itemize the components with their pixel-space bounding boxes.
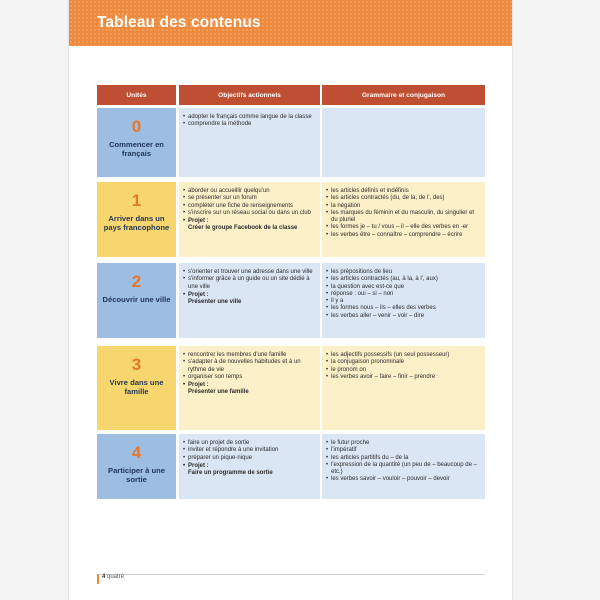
projet-label: • Projet : bbox=[188, 291, 209, 298]
projet-name: Créer le groupe Facebook de la classe bbox=[188, 225, 298, 232]
unit-title: Commencer en français bbox=[109, 140, 164, 158]
unit-cell bbox=[97, 182, 176, 257]
projet-block bbox=[183, 382, 316, 397]
objectives-cell bbox=[179, 434, 320, 499]
textbook-page bbox=[69, 0, 512, 600]
unit-cell bbox=[97, 434, 176, 499]
grammar-cell bbox=[322, 346, 485, 430]
objective-item: • se présenter sur un forum bbox=[183, 195, 316, 202]
objective-item: • rencontrer les membres d'une famille bbox=[183, 352, 316, 359]
unit-cell bbox=[97, 263, 176, 338]
grammar-item: • les articles définis et indéfinis bbox=[326, 188, 481, 195]
objective-item: • adopter le français comme langue de la classe bbox=[183, 114, 316, 121]
grammar-item: • les verbes aller – venir – voir – dire bbox=[326, 313, 481, 320]
grammar-item: • le futur proche bbox=[326, 440, 481, 447]
unit-number: 0 bbox=[131, 117, 142, 136]
objective-item: • compléter une fiche de renseignements bbox=[183, 203, 316, 210]
grammar-item: • les adjectifs possessifs (un seul possesseur) bbox=[326, 352, 481, 359]
page-title: Tableau des contenus bbox=[97, 14, 261, 31]
grammar-item: • les verbes savoir – vouloir – pouvoir – devoir bbox=[326, 476, 481, 483]
grammar-list bbox=[326, 188, 481, 239]
projet-name: Faire un programme de sortie bbox=[188, 470, 273, 477]
column-header-grammar: Grammaire et conjugaison bbox=[322, 85, 485, 105]
grammar-item: • la négation bbox=[326, 203, 481, 210]
projet-block bbox=[183, 292, 316, 307]
unit-title: Participer à une sortie bbox=[108, 466, 165, 484]
objective-item: • aborder ou accueillir quelqu'un bbox=[183, 188, 316, 195]
unit-number: 3 bbox=[131, 355, 142, 374]
objectives-cell bbox=[179, 346, 320, 430]
unit-title: Découvrir une ville bbox=[102, 295, 171, 304]
grammar-item: • la question avec est-ce que bbox=[326, 284, 481, 291]
objective-item: • organiser son temps bbox=[183, 374, 316, 381]
page-header-band bbox=[69, 0, 512, 46]
projet-label: • Projet : bbox=[188, 218, 209, 225]
unit-number: 1 bbox=[131, 191, 142, 210]
projet-label: • Projet : bbox=[188, 382, 209, 389]
grammar-item: • l'expression de la quantité (un peu de – beaucoup de – etc.) bbox=[326, 462, 481, 477]
grammar-item: • les verbes être – connaître – comprendre – écrire bbox=[326, 232, 481, 239]
objectives-cell bbox=[179, 182, 320, 257]
objective-item: • s'orienter et trouver une adresse dans une ville bbox=[183, 269, 316, 276]
grammar-cell bbox=[322, 182, 485, 257]
unit-title: Arriver dans un pays francophone bbox=[103, 214, 170, 232]
grammar-item: • les formes je – tu / vous – il – elle des verbes en -er bbox=[326, 224, 481, 231]
column-header-units: Unités bbox=[97, 85, 176, 105]
grammar-item: • la conjugaison pronominale bbox=[326, 359, 481, 366]
objectives-list bbox=[183, 352, 316, 381]
column-header-objectives: Objectifs actionnels bbox=[179, 85, 320, 105]
grammar-cell bbox=[322, 434, 485, 499]
objective-item: • faire un projet de sortie bbox=[183, 440, 316, 447]
grammar-item: • il y a bbox=[326, 298, 481, 305]
projet-label: • Projet : bbox=[188, 462, 209, 469]
footer-page-word: quatre bbox=[107, 574, 125, 580]
footer-page-number: 4 bbox=[102, 574, 106, 580]
objective-item: • préparer un pique-nique bbox=[183, 455, 316, 462]
unit-number: 4 bbox=[131, 443, 142, 462]
unit-cell bbox=[97, 108, 176, 177]
grammar-item: • l'impératif bbox=[326, 447, 481, 454]
grammar-cell bbox=[322, 108, 485, 177]
grammar-item: • les marques du féminin et du masculin, du singulier et du pluriel bbox=[326, 210, 481, 225]
projet-block bbox=[183, 463, 316, 478]
objective-item: • s'adapter à de nouvelles habitudes et à un rythme de vie bbox=[183, 359, 316, 374]
grammar-item: • les articles contractés (au, à la, à l', aux) bbox=[326, 276, 481, 283]
objective-item: • s'informer grâce à un guide ou un site dédié à une ville bbox=[183, 276, 316, 291]
unit-number: 2 bbox=[131, 272, 142, 291]
grammar-cell bbox=[322, 263, 485, 338]
grammar-list bbox=[326, 440, 481, 484]
objectives-cell bbox=[179, 108, 320, 177]
grammar-item: • les articles contractés (du, de la, de l', des) bbox=[326, 195, 481, 202]
grammar-item: • réponse : oui – si – non bbox=[326, 291, 481, 298]
objectives-list bbox=[183, 440, 316, 462]
objectives-list bbox=[183, 269, 316, 291]
unit-title: Vivre dans une famille bbox=[109, 378, 164, 396]
footer-divider bbox=[97, 574, 485, 575]
grammar-list bbox=[326, 269, 481, 320]
projet-name: Présenter une famille bbox=[188, 389, 249, 396]
objective-item: • s'inscrire sur un réseau social ou dans un club bbox=[183, 210, 316, 217]
grammar-item: • les prépositions de lieu bbox=[326, 269, 481, 276]
grammar-item: • le pronom on bbox=[326, 367, 481, 374]
grammar-item: • les articles partitifs du – de la bbox=[326, 455, 481, 462]
projet-block bbox=[183, 218, 316, 233]
grammar-item: • les formes nous – ils – elles des verbes bbox=[326, 305, 481, 312]
objective-item: • comprendre la méthode bbox=[183, 121, 316, 128]
objectives-list bbox=[183, 114, 316, 129]
objective-item: • inviter et répondre à une invitation bbox=[183, 447, 316, 454]
objectives-list bbox=[183, 188, 316, 217]
grammar-item: • les verbes avoir – faire – finir – prendre bbox=[326, 374, 481, 381]
objectives-cell bbox=[179, 263, 320, 338]
projet-name: Présenter une ville bbox=[188, 299, 242, 306]
unit-cell bbox=[97, 346, 176, 430]
footer-accent-mark bbox=[97, 574, 99, 584]
grammar-list bbox=[326, 352, 481, 381]
